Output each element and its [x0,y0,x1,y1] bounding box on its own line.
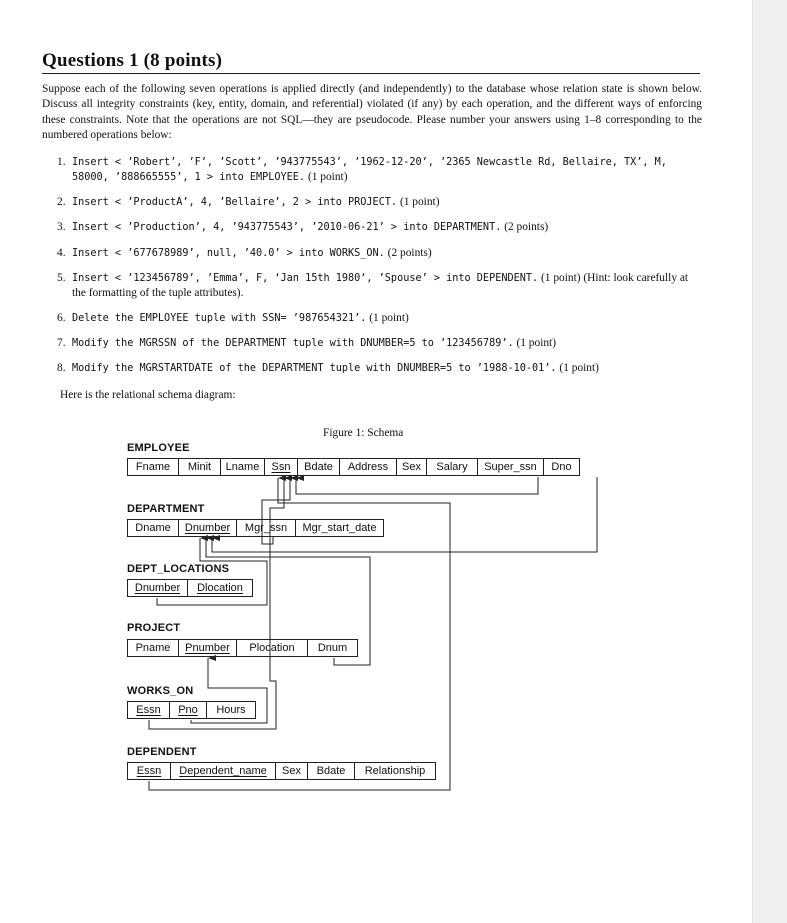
question-title: Questions 1 (8 points) [42,50,223,71]
operation-item: 3. Insert < ’Production’, 4, ’943775543’, ’2010-06-21’ > into DEPARTMENT. (2 points) [57,221,549,234]
relation-name-dependent: DEPENDENT [127,746,197,758]
attr-hours: Hours [216,704,246,716]
attr-essn-key: Essn [128,702,170,718]
operation-code: Insert < ’Production’, 4, ’943775543’, ’2010-06-21’ > into DEPARTMENT. [72,222,502,234]
fk-dependent-essn-to-ssn [149,478,450,790]
operation-points: (1 point) [399,196,440,209]
operation-code: Insert < ’ProductA’, 4, ’Bellaire’, 2 > into PROJECT. [72,197,398,209]
attr-super-ssn: Super_ssn [478,459,544,475]
relation-name-project: PROJECT [127,622,181,634]
fk-mgr-ssn-to-ssn [262,478,290,544]
relation-name-dept-locations: DEPT_LOCATIONS [127,563,230,575]
operation-code: Insert < ’Robert’, ’F’, ’Scott’, ’943775543’, ’1962-12-20’, ’2365 Newcastle Rd, Bellaire, TX’, M, 58000, ’888665555’, 1 > into EMPLOYEE. [72,157,667,184]
attr-pnumber-key: Pnumber [179,640,237,656]
relation-name-works-on: WORKS_ON [127,685,194,697]
operation-item: 5. Insert < ’123456789’, ’Emma’, F, ‘Jan 15th 1980‘, ’Spouse’ > into DEPENDENT. (1 point) (Hint: look carefully at the formatting of the tuple attributes). [57,271,689,299]
attr-mgr-ssn: Mgr_ssn [237,520,296,536]
attr-dlocation-key: Dlocation [197,582,243,594]
fk-dnum-to-dnumber [206,538,370,665]
attr-address: Address [340,459,397,475]
attr-plocation: Plocation [237,640,308,656]
relation-name-department: DEPARTMENT [127,503,205,515]
attr-bdate: Bdate [308,763,355,779]
attr-pname: Pname [128,640,179,656]
operation-code: Delete the EMPLOYEE tuple with SSN= ’987654321’. [72,313,367,325]
operation-item: 2. Insert < ’ProductA’, 4, ’Bellaire’, 2 > into PROJECT. (1 point) [57,196,440,209]
operation-item: 7. Modify the MGRSSN of the DEPARTMENT tuple with DNUMBER=5 to ’123456789’. (1 point) [57,337,557,350]
operation-points: (1 point) [559,362,599,375]
operation-item: 8. Modify the MGRSTARTDATE of the DEPARTMENT tuple with DNUMBER=5 to ’1988-10-01’. (1 point) [57,362,599,375]
operation-item: 4. Insert < ’677678989’, null, ’40.0’ > into WORKS_ON. (2 points) [57,246,432,259]
attr-dnum: Dnum [317,642,348,654]
relation-name-employee: EMPLOYEE [127,442,190,454]
operation-points: (1 point) [516,337,557,350]
question-intro: Suppose each of the following seven operations is applied directly (and independently) to the database whose relation state is shown below. Discuss all integrity constraints (key, entity, domain, and referential) violated (if any) by each operation, and the different ways of enforcing these constraints. Note that the operations are not SQL—they are pseudocode. Please number your answers using 1–8 corresponding to the numbered operations below: [42,83,702,141]
operation-item: 1. Insert < ’Robert’, ’F’, ’Scott’, ’943775543’, ’1962-12-20’, ’2365 Newcastle Rd, Bellaire, TX’, M, 58000, ’888665555’, 1 > into EMPLOYEE. (1 point) [57,156,667,184]
operation-points: (1 point) [369,312,409,325]
operation-item: 6. Delete the EMPLOYEE tuple with SSN= ’987654321’. (1 point) [57,312,409,325]
attr-ssn-key: Ssn [265,459,298,475]
fk-works-on-essn-to-ssn [149,478,284,729]
attr-dnumber-key: Dnumber [128,580,188,596]
attr-mgr-start-date: Mgr_start_date [302,522,377,534]
fk-pno-to-pnumber [191,658,267,723]
attr-dnumber-key: Dnumber [179,520,237,536]
operation-code: Insert < ’677678989’, null, ’40.0’ > into WORKS_ON. [72,247,385,259]
attr-lname: Lname [221,459,265,475]
operation-code: Modify the MGRSSN of the DEPARTMENT tuple with DNUMBER=5 to ’123456789’. [72,338,514,350]
operation-code: Insert < ’123456789’, ’Emma’, F, ‘Jan 15th 1980‘, ’Spouse’ > into DEPENDENT. [72,272,539,284]
operation-code: Modify the MGRSTARTDATE of the DEPARTMENT tuple with DNUMBER=5 to ’1988-10-01’. [72,363,557,375]
attr-dname: Dname [128,520,179,536]
attr-pno-key: Pno [170,702,207,718]
attr-essn-key: Essn [128,763,171,779]
attr-dependent-name-key: Dependent_name [171,763,276,779]
attr-salary: Salary [427,459,478,475]
figure-caption: Figure 1: Schema [323,427,404,439]
schema-lead-text: Here is the relational schema diagram: [60,389,236,401]
operation-points: (1 point) (Hint: look carefully at the formatting of the tuple attributes). [72,271,689,299]
attr-relationship: Relationship [364,765,426,777]
attr-sex: Sex [397,459,427,475]
operation-points: (2 points) [387,246,432,259]
attr-sex: Sex [276,763,308,779]
operation-points: (2 points) [504,221,549,234]
attr-bdate: Bdate [298,459,340,475]
attr-minit: Minit [179,459,221,475]
operation-points: (1 point) [307,171,348,184]
attr-fname: Fname [128,459,179,475]
attr-dno: Dno [551,461,572,473]
fk-super-ssn-to-ssn [296,477,538,494]
